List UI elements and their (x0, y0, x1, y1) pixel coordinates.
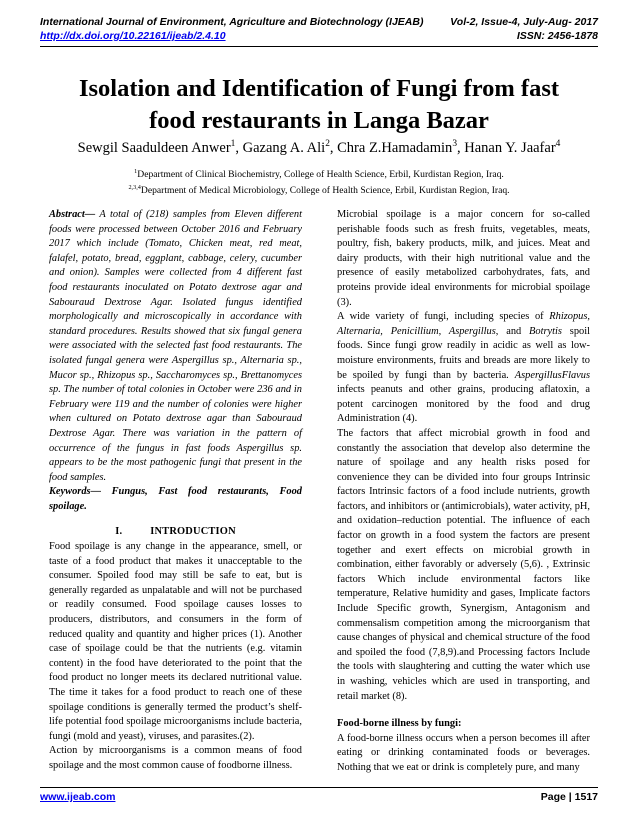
author-name: Hanan Y. Jaafar (464, 140, 556, 156)
affiliation-mark: 2,3,4 (128, 183, 141, 191)
body-paragraph (337, 310, 590, 427)
author-affiliation-mark: 3 (452, 139, 458, 150)
author-affiliation-mark: 2 (325, 139, 330, 150)
author-affiliation-mark: 1 (230, 139, 236, 150)
footer-row (40, 791, 598, 803)
text-run: spoil foods. Since fungi grow readily in acidic as well as low-moisture environments, fruits and breads are more likely to be spoiled by fungi than by bacteria. (337, 325, 590, 381)
author-name: Sewgil Saaduldeen Anwer (77, 140, 231, 156)
doi-link[interactable]: http://dx.doi.org/10.22161/ijeab/2.4.10 (40, 30, 226, 42)
italic-run: Botrytis (529, 325, 562, 337)
author-separator: , (457, 140, 465, 156)
italic-run: Rhizopus, Alternaria, Penicillium, Aspergillus (337, 311, 590, 337)
keywords-text: Fungus, Fast food restaurants, Food spoilage. (49, 486, 302, 512)
running-header (40, 15, 598, 47)
affiliations (30, 167, 608, 199)
abstract-label: Abstract— (49, 209, 96, 220)
section-heading-introduction: I. INTRODUCTION (115, 526, 236, 538)
paper-title (30, 73, 608, 137)
affiliation-text: Department of Medical Microbiology, College of Health Science, Erbil, Kurdistan Region, Iraq. (140, 185, 510, 196)
author-separator: , (329, 140, 338, 156)
body-paragraph (337, 208, 590, 310)
footer-divider (40, 787, 598, 788)
affiliation-line (30, 183, 608, 199)
body-paragraph (337, 427, 590, 704)
subsection-heading: Food-borne illness by fungi: (337, 718, 462, 730)
page-number: Page | 1517 (540, 791, 598, 803)
website-link[interactable]: www.ijeab.com (40, 791, 116, 803)
journal-name: International Journal of Environment, Agriculture and Biotechnology (IJEAB) (40, 16, 424, 28)
abstract (49, 208, 302, 485)
body-paragraph: Food spoilage is any change in the appearance, smell, or taste of a food product that makes it unacceptable to the consumer. Spoiled food may still be safe to eat, but is generally regarded as unpalatable and will not be purchased or readily consumed. Food spoilage causes losses to producers, distributors, and consumers in the form of reduced quality and quantity and higher prices (1). Another case of spoilage could be that the nutrients (e.g. vitamin content) in the food have deteriorated to the point that the food product no longer meets its declared nutritional value. The time it takes for a food product to reach one of these spoilage conditions is generally termed the product’s shelf-life potential food spoilage microorganisms include bacteria, fungi (mold and yeast), viruses, and parasites.(2). (49, 541, 302, 742)
right-column-paragraphs (337, 208, 590, 704)
volume-info: Vol-2, Issue-4, July-Aug- 2017 (450, 16, 598, 28)
right-column (337, 208, 590, 776)
author-affiliation-mark: 4 (555, 139, 561, 150)
left-column (49, 208, 302, 774)
body-paragraph: Action by microorganisms is a common means of food spoilage and the most common cause of foodborne illness. (49, 745, 302, 771)
keywords (49, 485, 302, 514)
text-run: infects peanuts and other grains, producing aflatoxin, a potent carcinogen monitored by the food and drug Administration (4). (337, 384, 590, 425)
running-footer (40, 787, 598, 803)
title-line-2: food restaurants in Langa Bazar (149, 107, 489, 134)
author-list (30, 139, 608, 157)
author-name: Gazang A. Ali (242, 140, 326, 156)
title-line-1: Isolation and Identification of Fungi from fast (78, 75, 560, 102)
affiliation-mark: 1 (134, 167, 138, 175)
affiliation-text: Department of Clinical Biochemistry, College of Health Science, Erbil, Kurdistan Region, Iraq. (137, 169, 504, 180)
body-paragraph: A food-borne illness occurs when a person becomes ill after eating or drinking contaminated foods or beverages. Nothing that we eat or drink is completely pure, and many (337, 732, 590, 773)
abstract-text: A total of (218) samples from Eleven different foods were processed between October 2016 and February 2017 which include (Tomato, Chicken meat, red meat, falafel, potato, bread, eggplant, cabbage, celery, cucumber and onion). Samples were collected from 4 different fast food restaurants inoculated on Potato dextrose agar and Sabouraud Dextrose Agar. Isolated fungus identified morphologically and microscopically in accordance with standard procedures. Results showed that six fungal genera were associated with the selected fast food restaurants. The isolated fungal genera were Aspergillus sp., Alternaria sp., Mucor sp., Rhizopus sp., Saccharomyces sp., Brettanomyces sp. The number of total colonies in October were 236 and in February were 119 and the number of colonies were higher when cultured on Potato dextrose agar than Sabouraud Dextrose Agar. There was variation in the pattern of occurrence of the fungus in fast foods Aspergillus sp. appears to be the most pathogenic fungi that present in the food samples. (49, 209, 302, 483)
issn: ISSN: 2456-1878 (516, 30, 598, 42)
header-row-bottom (40, 29, 598, 43)
affiliation-line (30, 167, 608, 183)
header-divider (40, 46, 598, 47)
text-run: , and (495, 325, 530, 337)
author-name: Chra Z.Hamadamin (337, 140, 453, 156)
text-run: The factors that affect microbial growth in food and constantly the association that develop also determine the nature of spoilage and any health risks posed for convenience they can be divided into four groups Intrinsic factors Intrinsic factors of a food include nutrients, growth factors, and inhibitors or (antimicrobials), water activity, pH, and oxidation–reduction potential. The influence of each factor on growth in a food system the factors are present together and exert effects on microbial growth in combination, either favorably or adversely (5,6). , Extrinsic factors Which include environmental factors like temperature, Relative humidity and gases, Implicate factors Include Specific growth, Synergism, Antagonism and commensalism competition among the microorganism that cause changes of physical and chemical structure of the food and spoiled the food (7,8,9).and Processing factors Include the tools with slaughtering and cutting the water which use in washing, vehicles which are used in transporting, and retail market (8). (337, 427, 590, 702)
header-row-top (40, 15, 598, 29)
text-run: A wide variety of fungi, including species of (337, 311, 550, 323)
author-separator: , (235, 140, 243, 156)
text-run: Microbial spoilage is a major concern for so-called perishable foods such as fresh fruits, vegetables, meats, poultry, fish, bakery products, milk, and juices. Meat and dairy products, with their high nutritional value and the presence of easily metabolized carbohydrates, fats, and proteins provide ideal environments for microbial spoilage (3). (337, 209, 590, 308)
keywords-label: Keywords— (49, 486, 101, 498)
italic-run: AspergillusFlavus (514, 369, 590, 381)
